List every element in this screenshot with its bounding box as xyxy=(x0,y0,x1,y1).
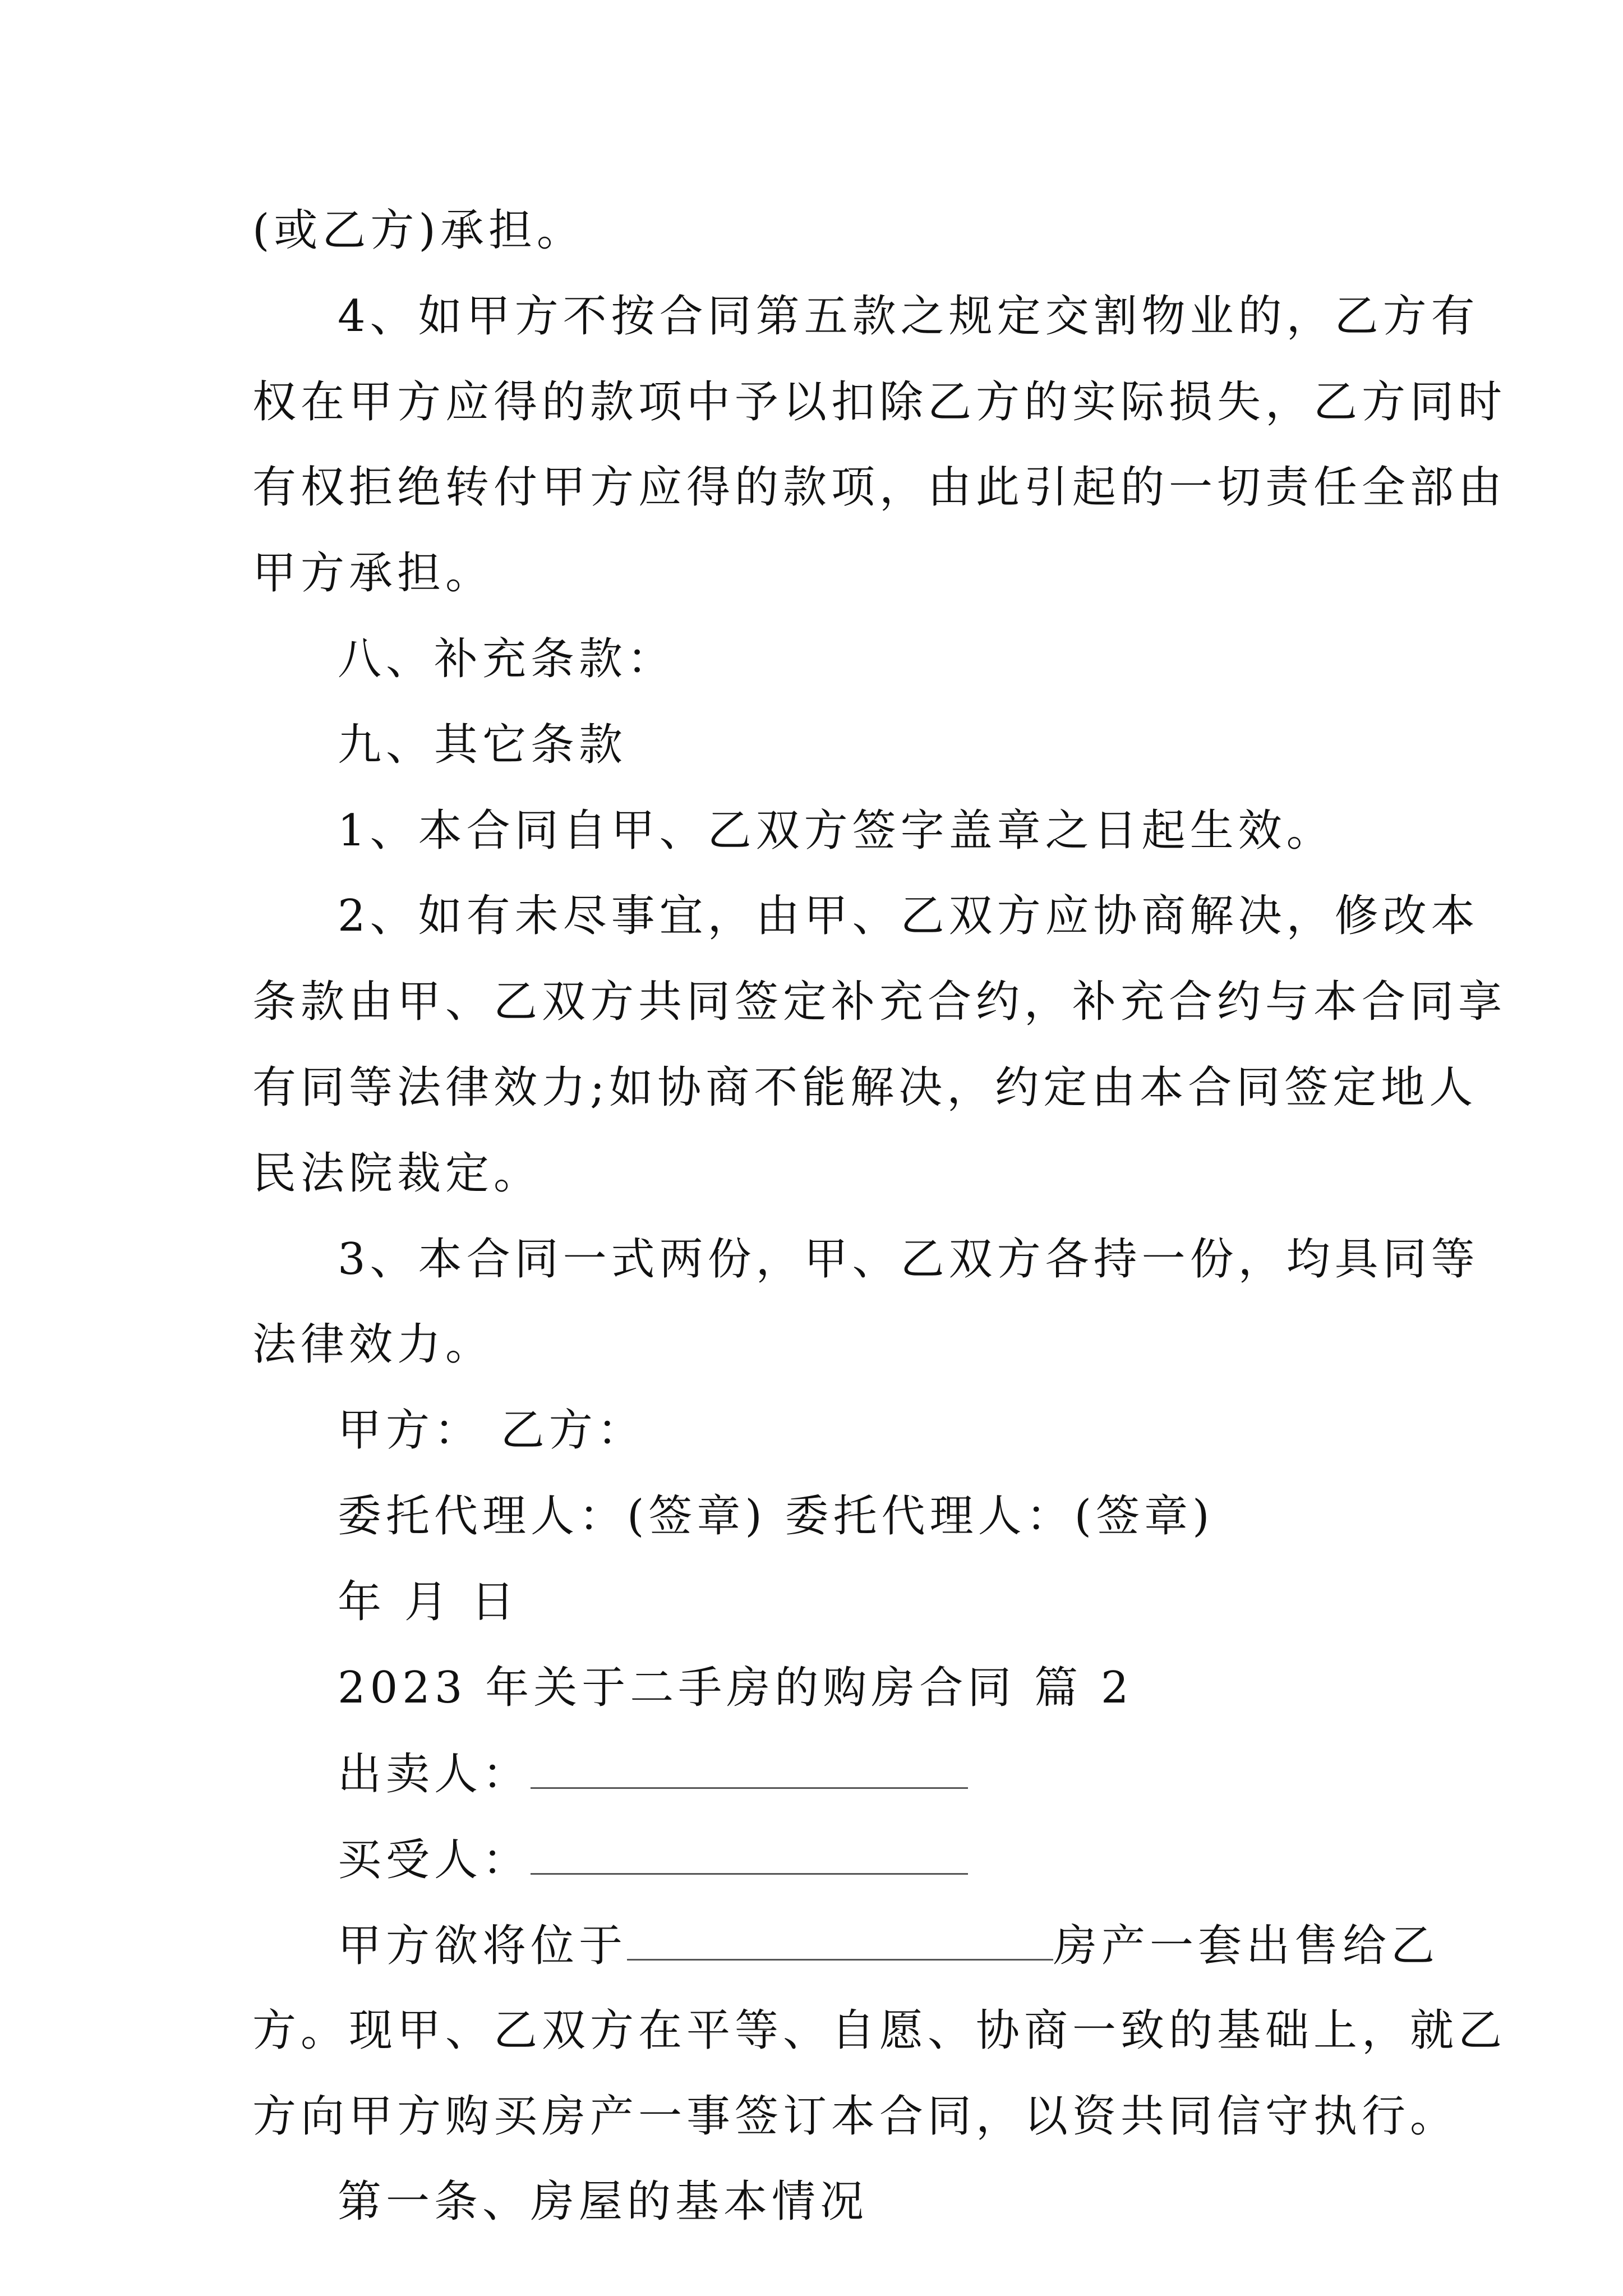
text-line: 法律效力。 xyxy=(252,1319,494,1370)
property-prefix: 甲方欲将位于 xyxy=(338,1921,628,1971)
text-line: 2、如有未尽事宜，由甲、乙双方应协商解决，修改本 xyxy=(338,891,1479,941)
text-line: 条款由甲、乙双方共同签定补充合约，补充合约与本合同享 xyxy=(252,977,1507,1027)
text-line: 甲方承担。 xyxy=(252,548,494,599)
section-heading: 2023 年关于二手房的购房合同 篇 2 xyxy=(338,1663,1133,1713)
text-line: 年 月 日 xyxy=(338,1577,519,1627)
text-line: (或乙方)承担。 xyxy=(252,205,585,256)
text-line: 八、补充条款： xyxy=(338,634,676,684)
text-line: 民法院裁定。 xyxy=(252,1148,542,1199)
text-line: 有权拒绝转付甲方应得的款项，由此引起的一切责任全部由 xyxy=(252,462,1507,513)
text-line: 九、其它条款 xyxy=(338,720,628,770)
seller-label: 出卖人： xyxy=(338,1749,531,1800)
seller-blank xyxy=(531,1751,968,1789)
property-line xyxy=(338,1921,1476,1971)
text-line: 有同等法律效力;如协商不能解决，约定由本合同签定地人 xyxy=(252,1062,1478,1113)
text-line: 方向甲方购买房产一事签订本合同，以资共同信守执行。 xyxy=(252,2091,1459,2142)
buyer-line xyxy=(338,1835,1476,1885)
property-address-blank xyxy=(627,1923,1053,1961)
text-line: 1、本合同自甲、乙双方签字盖章之日起生效。 xyxy=(338,806,1335,856)
text-line: 委托代理人：(签章) 委托代理人：(签章) xyxy=(338,1491,1214,1542)
text-line: 方。现甲、乙双方在平等、自愿、协商一致的基础上，就乙 xyxy=(252,2005,1507,2056)
text-line: 甲方： 乙方： xyxy=(338,1405,645,1456)
text-line: 权在甲方应得的款项中予以扣除乙方的实际损失，乙方同时 xyxy=(252,377,1507,427)
buyer-blank xyxy=(531,1837,968,1875)
property-suffix: 房产一套出售给乙 xyxy=(1053,1921,1440,1971)
text-line: 3、本合同一式两份，甲、乙双方各持一份，均具同等 xyxy=(338,1234,1479,1285)
text-line: 4、如甲方不按合同第五款之规定交割物业的，乙方有 xyxy=(338,291,1479,342)
seller-line xyxy=(338,1749,1476,1800)
buyer-label: 买受人： xyxy=(338,1835,531,1885)
clause-heading: 第一条、房屋的基本情况 xyxy=(338,2177,869,2227)
